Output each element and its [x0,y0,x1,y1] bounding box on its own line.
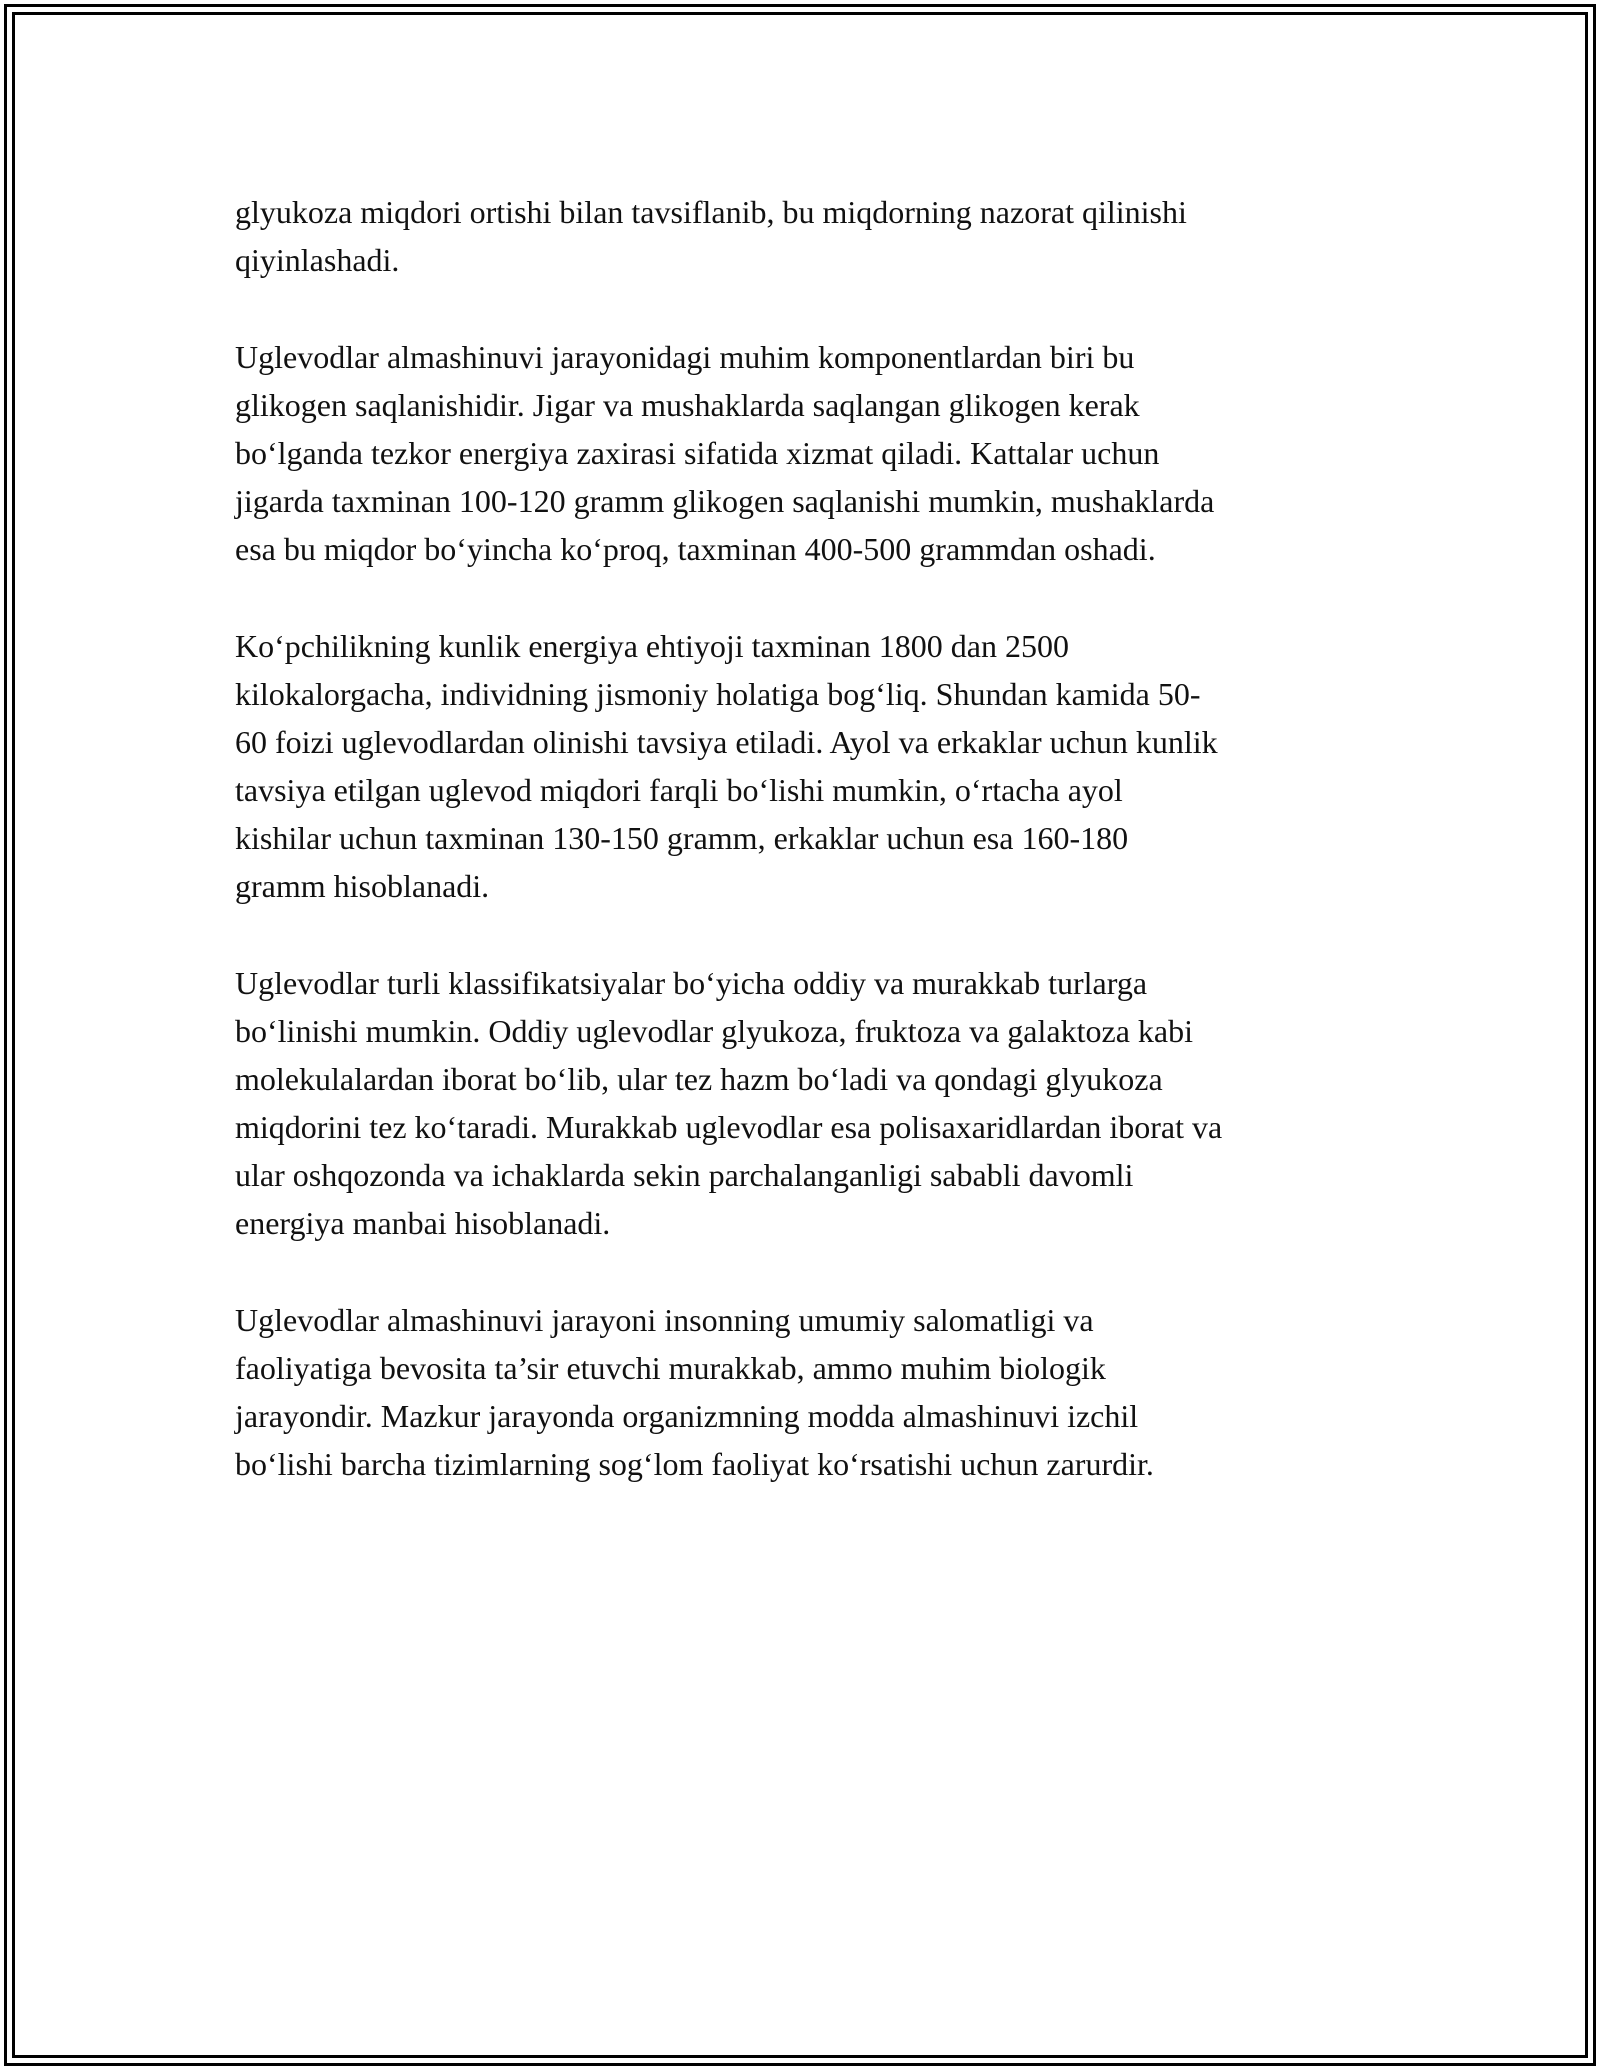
paragraph-line: ular oshqozonda va ichaklarda sekin parchalanganligi sababli davomli [235,1157,1134,1193]
paragraph-line: energiya manbai hisoblanadi. [235,1205,611,1241]
paragraph-line: glyukoza miqdori ortishi bilan tavsiflanib, bu miqdorning nazorat qilinishi [235,194,1187,230]
paragraph-line: kishilar uchun taxminan 130-150 gramm, erkaklar uchun esa 160-180 [235,820,1129,856]
paragraph-line: 60 foizi uglevodlardan olinishi tavsiya etiladi. Ayol va erkaklar uchun kunlik [235,724,1218,760]
paragraph-line: Uglevodlar almashinuvi jarayonidagi muhim komponentlardan biri bu [235,339,1135,375]
paragraph-4 [235,959,1385,1247]
paragraph-line: jigarda taxminan 100-120 gramm glikogen saqlanishi mumkin, mushaklarda [235,483,1215,519]
paragraph-line: kilokalorgacha, individning jismoniy holatiga bog‘liq. Shundan kamida 50- [235,676,1201,712]
paragraph-3 [235,622,1385,910]
paragraph-line: faoliyatiga bevosita ta’sir etuvchi murakkab, ammo muhim biologik [235,1350,1106,1386]
paragraph-line: Uglevodlar turli klassifikatsiyalar bo‘yicha oddiy va murakkab turlarga [235,965,1148,1001]
paragraph-line: jarayondir. Mazkur jarayonda organizmning modda almashinuvi izchil [235,1398,1139,1434]
paragraph-1 [235,188,1385,284]
paragraph-line: bo‘lganda tezkor energiya zaxirasi sifatida xizmat qiladi. Kattalar uchun [235,435,1160,471]
paragraph-line: molekulalardan iborat bo‘lib, ular tez hazm bo‘ladi va qondagi glyukoza [235,1061,1163,1097]
paragraph-2 [235,333,1385,573]
paragraph-line: esa bu miqdor bo‘yincha ko‘proq, taxminan 400-500 grammdan oshadi. [235,531,1156,567]
paragraph-line: bo‘lishi barcha tizimlarning sog‘lom faoliyat ko‘rsatishi uchun zarurdir. [235,1446,1154,1482]
paragraph-line: gramm hisoblanadi. [235,868,490,904]
paragraph-line: qiyinlashadi. [235,242,400,278]
paragraph-5 [235,1296,1385,1488]
paragraph-line: glikogen saqlanishidir. Jigar va mushaklarda saqlangan glikogen kerak [235,387,1140,423]
paragraph-line: miqdorini tez ko‘taradi. Murakkab uglevodlar esa polisaxaridlardan iborat va [235,1109,1223,1145]
paragraph-line: bo‘linishi mumkin. Oddiy uglevodlar glyukoza, fruktoza va galaktoza kabi [235,1013,1193,1049]
document-body [235,188,1385,1537]
paragraph-line: Uglevodlar almashinuvi jarayoni insonning umumiy salomatligi va [235,1302,1094,1338]
paragraph-line: Ko‘pchilikning kunlik energiya ehtiyoji taxminan 1800 dan 2500 [235,628,1069,664]
paragraph-line: tavsiya etilgan uglevod miqdori farqli bo‘lishi mumkin, o‘rtacha ayol [235,772,1123,808]
